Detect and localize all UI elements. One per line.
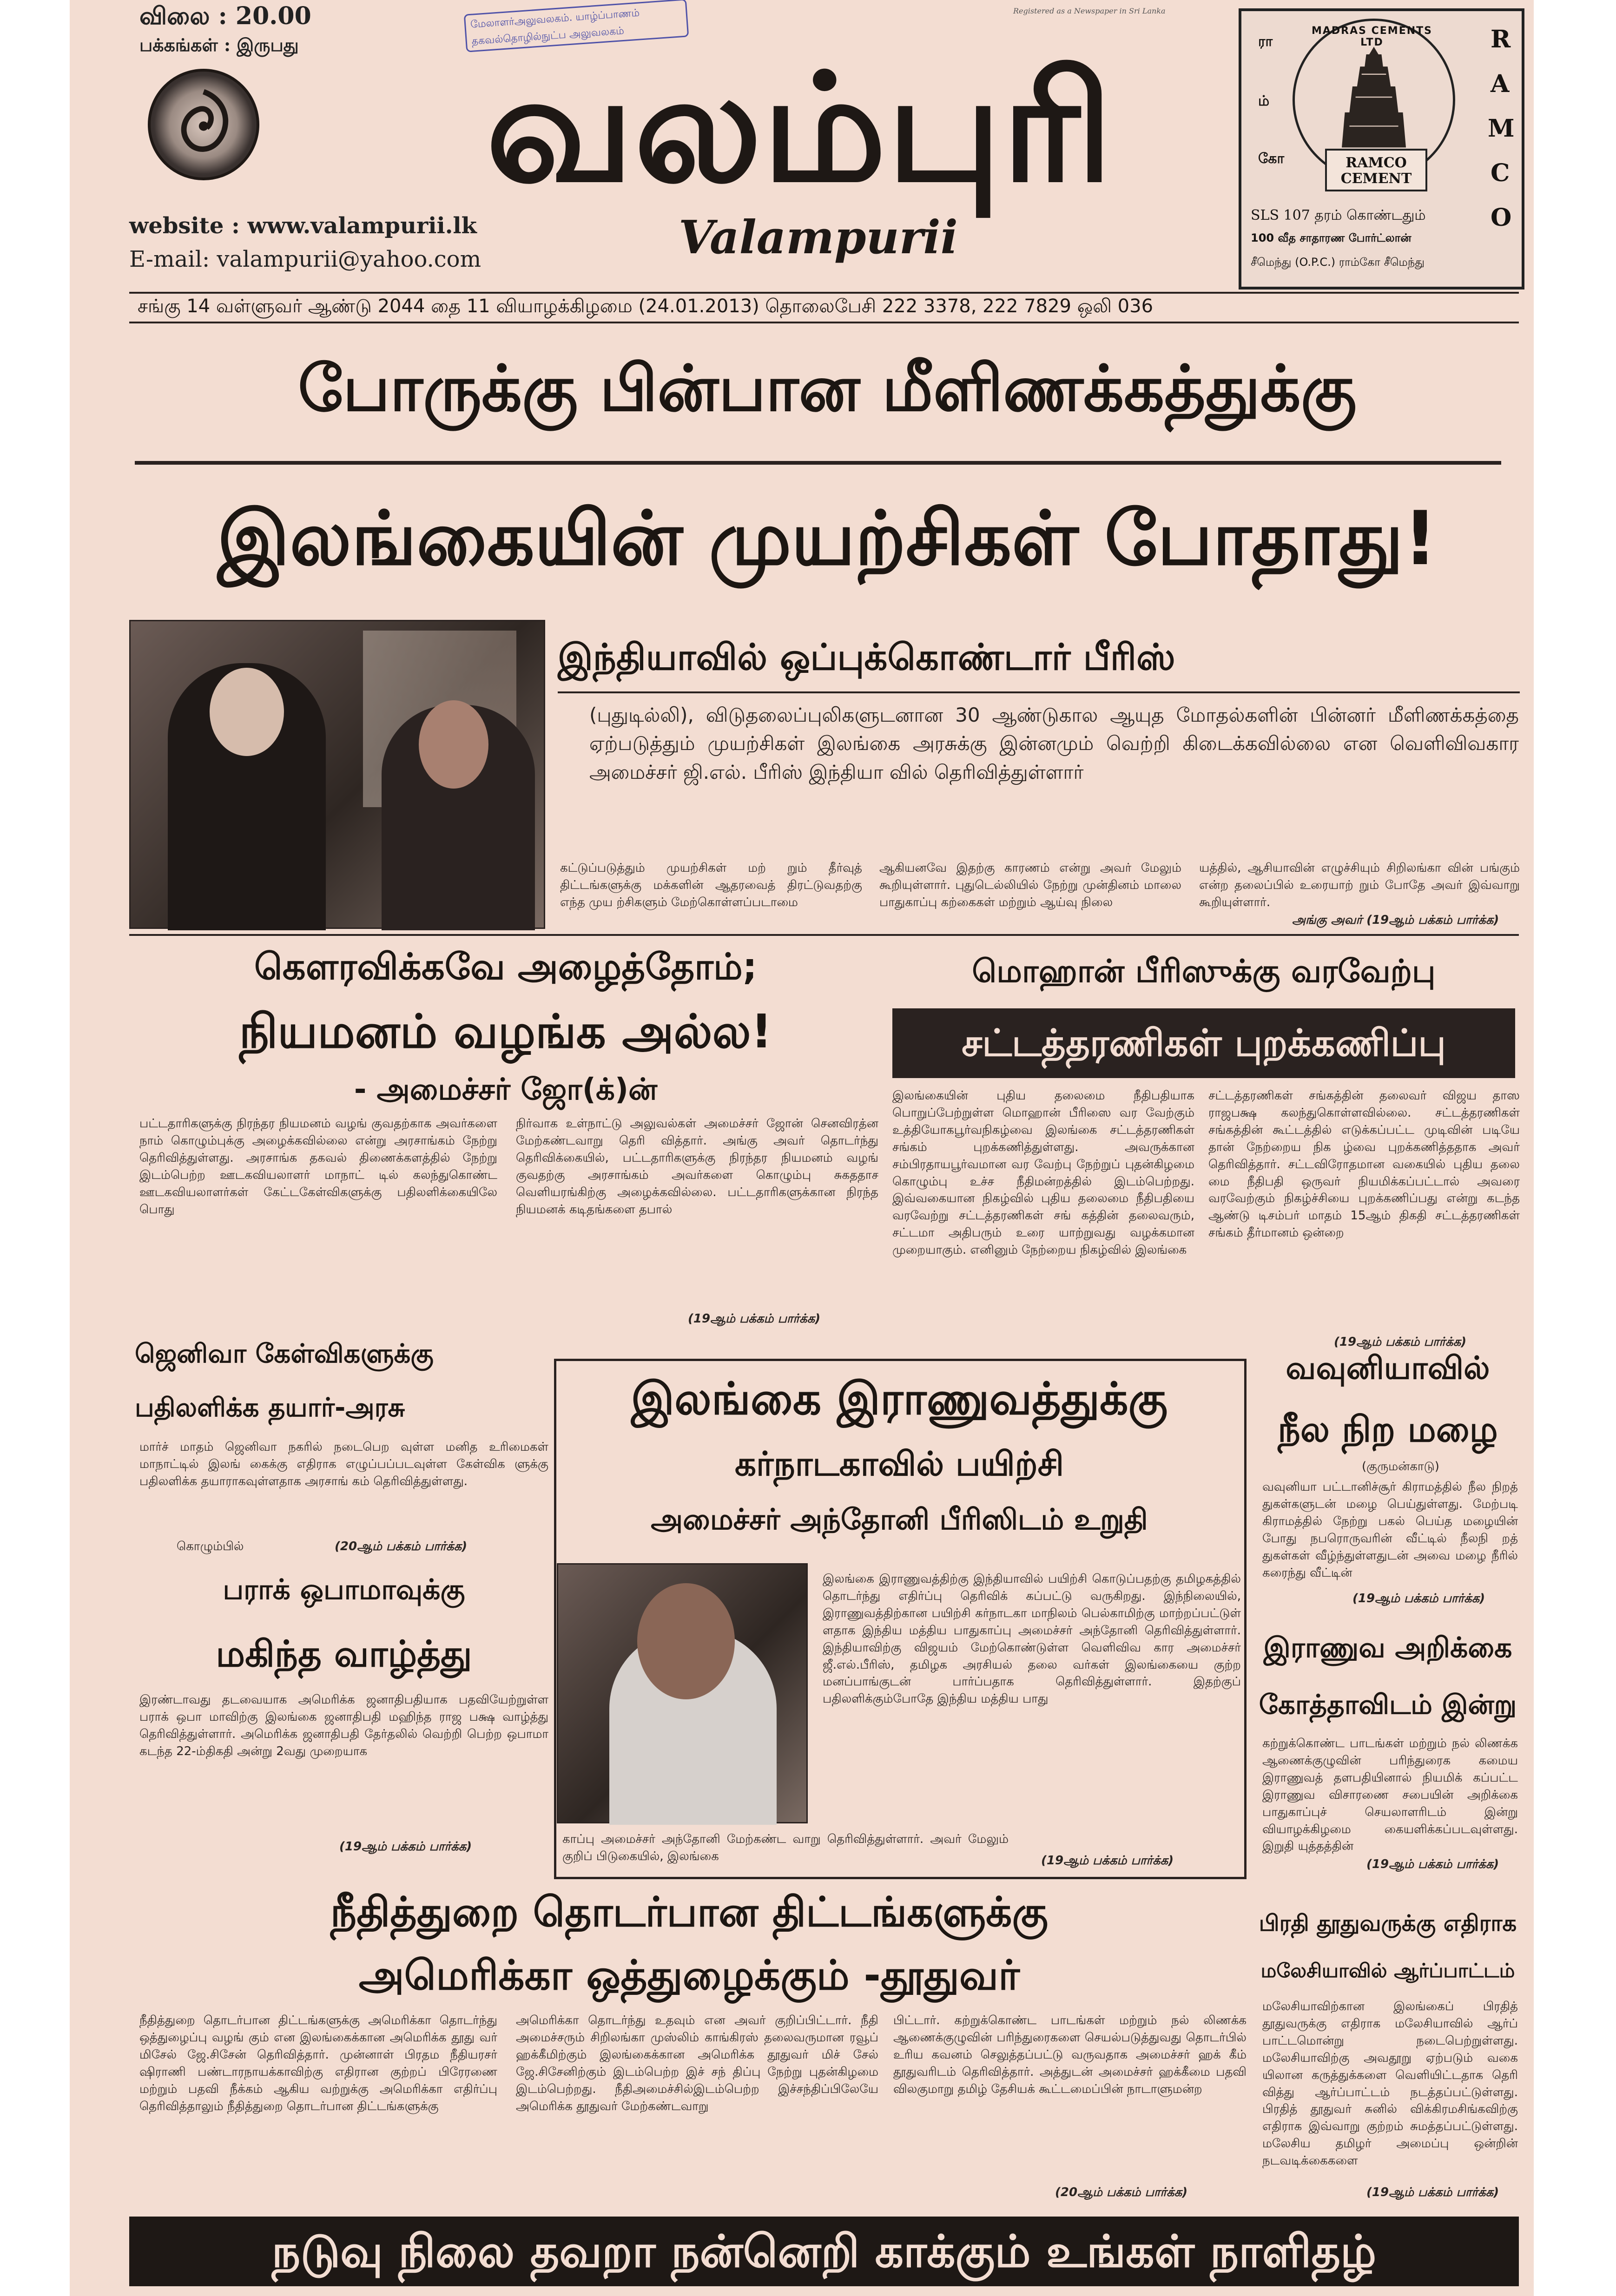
minister-antony-face	[637, 1583, 735, 1699]
report-continued: (19ஆம் பக்கம் பார்க்க)	[1366, 1857, 1499, 1871]
malaysia-continued: (19ஆம் பக்கம் பார்க்க)	[1366, 2185, 1499, 2199]
stamp-line-1: மேலாளர்அலுவலகம். யாழ்ப்பாணம்	[470, 7, 640, 31]
john-continued: (19ஆம் பக்கம் பார்க்க)	[688, 1312, 821, 1326]
date-line-bottom-rule	[129, 322, 1519, 323]
john-headline-2: நியமனம் வழங்க அல்ல!	[239, 1004, 772, 1059]
ramco-badge	[1325, 149, 1427, 191]
army-headline-3: அமைச்சர் அந்தோனி பீரிஸிடம் உறுதி	[651, 1502, 1148, 1536]
person-right-face	[419, 700, 488, 789]
justice-col-3: பிட்டார். கற்றுக்கொண்ட பாடங்கள் மற்றும் நல் லிணக்க ஆணைக்குழுவின் பரிந்துரைகளை செயல்படுத்துவது தொடர்பில் உரிய கவனம் செலுத்தப்பட்டு வருவதாக அமைச்சர் ஹக் கீம் தூதுவரிடம் தெரிவித்தார். அத்துடன் அமைச்சர் ஹக்கீமை பதவி விலகுமாறு தமிழ் தேசியக் கூட்டமைப்பின் நாடாளுமன்ற	[893, 2013, 1247, 2096]
ministers-handshake-photo	[129, 620, 545, 929]
john-col-1: பட்டதாரிகளுக்கு நிரந்தர நியமனம் வழங் குவதற்காக அவர்களை நாம் கொழும்புக்கு அழைக்கவில்லை என்று அரசாங்கம் நேற்று தெரிவித்துள்ளது. அரசாங்க தகவல் திணைக்களத்தில் நேற்று இடம்பெற்ற ஊடகவியலாளர் மாநாட் டில் கலந்துகொண்ட ஊடகவியலாளர்கள் கேட்டகேள்விகளுக்கு பதிலளிக்கையிலே பொது	[139, 1117, 497, 1217]
geneva-body: மார்ச் மாதம் ஜெனிவா நகரில் நடைபெற வுள்ள மனித உரிமைகள் மாநாட்டில் இலங் கைக்கு எதிராக எழுப்பப்படவுள்ள கேள்விக ளுக்கு பதிலளிக்க தயாராகவுள்ளதாக அரசாங் கம் தெரிவித்துள்ளது.	[139, 1440, 548, 1488]
ad-letter: M	[1488, 114, 1515, 143]
justice-col-1: நீதித்துறை தொடர்பான திட்டங்களுக்கு அமெரிக்கா தொடர்ந்து ஒத்துழைப்பு வழங் கும் என இலங்கைக்கான அமெரிக்க தூது வர் மிசேல் ஜே.சிசேன் தெரிவித்தார். முன்னாள் பிரதம நீதியரசர் ஷிராணி பண்டாரநாயக்காவிற்கு எதிரான குற்றப் பிரேரணை மற்றும் பதவி நீக்கம் ஆகிய வற்றுக்கு அமெரிக்கா எதிர்ப்பு தெரிவித்தாலும் நீதித்துறை தொடர்பான திட்டங்களுக்கு	[139, 2013, 497, 2113]
headline-rule	[135, 461, 1501, 465]
ramco-advertisement	[1239, 8, 1524, 289]
mohan-headline: மொஹான் பீரிஸுக்கு வரவேற்பு	[972, 953, 1436, 990]
army-body-bottom: காப்பு அமைச்சர் அந்தோனி மேற்கண்ட வாறு தெரிவித்துள்ளார். அவர் மேலும் குறிப் பிடுகையில், இலங்கை	[562, 1832, 1009, 1863]
date-line-top-rule	[129, 292, 1519, 294]
ad-ring-text: MADRAS CEMENTS LTD	[1311, 25, 1432, 48]
geneva-headline-1: ஜெனிவா கேள்விகளுக்கு	[135, 1339, 434, 1369]
masthead-title: வலம்புரி	[486, 42, 1113, 215]
minister-antony-photo	[557, 1563, 808, 1823]
date-line: சங்கு 14 வள்ளுவர் ஆண்டு 2044 தை 11 வியாழக்கிழமை (24.01.2013) தொலைபேசி 222 3378, 222 7829 ஒலி 036	[138, 296, 1154, 317]
justice-headline-1: நீதித்துறை தொடர்பான திட்டங்களுக்கு	[330, 1888, 1049, 1936]
army-headline-1: இலங்கை இராணுவத்துக்கு	[631, 1373, 1168, 1425]
temple-tower-icon	[1334, 44, 1413, 151]
footer-slogan: நடுவு நிலை தவறா நன்னெறி காக்கும் உங்கள் நாளிதழ்	[271, 2225, 1377, 2277]
email[interactable]: E-mail: valampurii@yahoo.com	[129, 246, 482, 272]
mohan-continued: (19ஆம் பக்கம் பார்க்க)	[1334, 1335, 1467, 1349]
mohan-subhead-box	[892, 1008, 1515, 1078]
footer-band	[129, 2217, 1519, 2286]
ad-tamil-letter: ம்	[1258, 93, 1270, 109]
obama-body: இரண்டாவது தடவையாக அமெரிக்க ஜனாதிபதியாக பதவியேற்றுள்ள பராக் ஒபா மாவிற்கு இலங்கை ஜனாதிபதி மஹிந்த ராஜ பக்ஷ வாழ்த்து தெரிவித்துள்ளார். அமெரிக்க ஜனாதிபதி தேர்தலில் வெற்றி பெற்ற ஒபாமா கடந்த 22-ம்திகதி அன்று 2வது முறையாக	[139, 1693, 548, 1758]
subhead-rule	[558, 691, 1520, 693]
main-col-2: ஆகியனவே இதற்கு காரணம் என்று அவர் மேலும் கூறியுள்ளார். புதுடெல்லியில் நேற்று முன்தினம் மாலை பாதுகாப்பு கற்கைகள் மற்றும் ஆய்வு நிலை	[879, 861, 1181, 909]
vavuniya-body: வவுனியா பட்டானிச்சூர் கிராமத்தில் நீல நிறத் துகள்களுடன் மழை பெய்துள்ளது. மேற்படி கிராமத்தில் நேற்று பகல் பெய்த மழையின் போது நபரொருவரின் வீட்டில் நீலநி றத் துகள்கள் வீழ்ந்துள்ளதுடன் அவை மழை நீரில் கரைந்து வீட்டின்	[1262, 1480, 1518, 1580]
report-body: கற்றுக்கொண்ட பாடங்கள் மற்றும் நல் லிணக்க ஆணைக்குழுவின் பரிந்துரைக கமைய இராணுவத் தளபதியினால் நியமிக் கப்பட்ட இராணுவ விசாரணை சபையின் அறிக்கை பாதுகாப்புச் செயலாளரிடம் இன்று வியாழக்கிழமை கையளிக்கப்படவுள்ளது. இறுதி யுத்தத்தின்	[1262, 1737, 1518, 1854]
ramco-badge-text: RAMCO CEMENT	[1340, 155, 1412, 187]
john-headline-1: கௌரவிக்கவே அழைத்தோம்;	[254, 946, 757, 988]
registered-note: Registered as a Newspaper in Sri Lanka	[1013, 7, 1166, 15]
malaysia-headline-1: பிரதி தூதுவருக்கு எதிராக	[1259, 1910, 1517, 1936]
john-col-2: நிர்வாக உள்நாட்டு அலுவல்கள் அமைச்சர் ஜோன் செனவிரத்ன மேற்கண்டவாறு தெரி வித்தார். அங்கு அவர் தொடர்ந்து தெரிவிக்கையில், பட்டதாரிகளுக்கு நிரந்தர நியமனம் வழங் குவதற்கு அரசாங்கம் அவர்களை கொழும்பு சுகததாச வெளியரங்கிற்கு அழைக்கவில்லை. பட்டதாரிகளுக்கான நிரந்த நியமனக் கடிதங்களை தபால்	[516, 1117, 878, 1217]
person-left-face	[210, 668, 284, 756]
main-continued: அங்கு அவர் (19ஆம் பக்கம் பார்க்க)	[1292, 913, 1499, 927]
main-subhead: இந்தியாவில் ஒப்புக்கொண்டார் பீரிஸ்	[558, 637, 1175, 678]
website[interactable]: website : www.valampurii.lk	[129, 213, 477, 239]
vavuniya-headline-2: நீல நிற மழை	[1278, 1408, 1498, 1450]
main-lead: (புதுடில்லி), விடுதலைப்புலிகளுடனான 30 ஆண்டுகால ஆயுத மோதல்களின் பின்னர் மீளிணக்கத்தை ஏற்படுத்தும் முயற்சிகள் இலங்கை அரசுக்கு இன்னமும் வெற்றி கிடைக்கவில்லை என வெளிவிவகார அமைச்சர் ஜி.எல். பீரிஸ் இந்தியா வில் தெரிவித்துள்ளார்	[589, 704, 1519, 783]
newspaper-page	[70, 0, 1534, 2296]
ad-line-1: SLS 107 தரம் கொண்டதும்	[1251, 207, 1426, 224]
stamp-line-2: தகவல்தொழில்நுட்ப அலுவலகம்	[471, 25, 625, 47]
obama-headline-2: மகிந்த வாழ்த்து	[216, 1633, 472, 1675]
price: விலை : 20.00	[139, 2, 311, 30]
vavuniya-continued: (19ஆம் பக்கம் பார்க்க)	[1352, 1592, 1485, 1605]
main-headline-line-1: போருக்கு பின்பான மீளிணக்கத்துக்கு	[298, 352, 1357, 426]
army-continued: (19ஆம் பக்கம் பார்க்க)	[1041, 1854, 1174, 1868]
report-headline-1: இராணுவ அறிக்கை	[1263, 1632, 1512, 1664]
ad-letter: R	[1491, 25, 1511, 53]
mohan-subhead: சட்டத்தரணிகள் புறக்கணிப்பு	[962, 1021, 1446, 1065]
vavuniya-place: (குருமன்காடு)	[1362, 1460, 1439, 1474]
conch-icon	[165, 86, 243, 164]
geneva-headline-2: பதிலளிக்க தயார்-அரசு	[135, 1393, 405, 1423]
ad-letter: C	[1491, 159, 1510, 187]
malaysia-headline-2: மலேசியாவில் ஆர்ப்பாட்டம்	[1260, 1959, 1515, 1982]
main-headline-line-2: இலங்கையின் முயற்சிகள் போதாது!	[217, 495, 1438, 582]
ad-letter: A	[1491, 70, 1510, 98]
obama-headline-1: பராக் ஒபாமாவுக்கு	[223, 1573, 465, 1606]
justice-col-2: அமெரிக்கா தொடர்ந்து உதவும் என அவர் குறிப்பிட்டார். நீதி அமைச்சரும் சிறிலங்கா முஸ்லிம் காங்கிரஸ் தலைவருமான ரவூப் ஹக்கீமிற்கும் இலங்கைக்கான அமெரிக்க தூதுவர் மிச் சேல் ஜே.சிசேனிற்கும் இடம்பெற்ற இச் சந் திப்பு நேற்று புதன்கிழமை இடம்பெற்றது. நீதிஅமைச்சில்இடம்பெற்ற இச்சந்திப்பிலேயே அமெரிக்க தூதுவர் மேற்கண்டவாறு	[516, 2013, 878, 2113]
army-body: இலங்கை இராணுவத்திற்கு இந்தியாவில் பயிற்சி கொடுப்பதற்கு தமிழகத்தில் தொடர்ந்து எதிர்ப்பு தெரிவிக் கப்பட்டு வருகிறது. இந்நிலையில், இராணுவத்திற்கான பயிற்சி கர்நாடகா மாநிலம் பெல்காமிற்கு மாற்றப்பட்டுள் ளதாக இந்திய மத்திய பாதுகாப்பு அமைச்சர் அந்தோனி தெரிவித்துள்ளார். இந்தியாவிற்கு விஜயம் மேற்கொண்டுள்ள வெளிவிவ கார அமைச்சர் ஜீ.எல்.பீரிஸ், தமிழக அரசியல் தலை வர்கள் இலங்கையை குற்ற மனப்பாங்குடன் பார்ப்பதாக தெரிவித்துள்ளார். இதற்குப் பதிலளிக்கும்போதே இந்திய மத்திய பாது	[823, 1572, 1241, 1706]
malaysia-body: மலேசியாவிற்கான இலங்கைப் பிரதித் தூதுவருக்கு எதிராக மலேசியாவில் ஆர்ப் பாட்டமொன்று நடைபெற்றுள்ளது. மலேசியாவிற்கு அவதூறு ஏற்படும் வகை யிலான கருத்துக்களை வெளியிட்டதாக தெரி வித்து ஆர்ப்பாட்டம் நடத்தப்பட்டுள்ளது. பிரதித் தூதுவர் சுனில் விக்கிரமசிங்கவிற்கு எதிராக இவ்வாறு குற்றம் சுமத்தப்பட்டுள்ளது. மலேசிய தமிழர் அமைப்பு ஒன்றின் நடவடிக்கைகளை	[1262, 2000, 1518, 2168]
mohan-col-1: இலங்கையின் புதிய தலைமை நீதிபதியாக பொறுப்பேற்றுள்ள மொஹான் பீரிஸை வர வேற்கும் உத்தியோகபூர்வநிகழ்வை இலங்கை சட்டத்தரணிகள் சங்கம் புறக்கணித்துள்ளது. அவருக்கான சம்பிரதாயபூர்வமான வர வேற்பு நேற்றுப் புதன்கிழமை கொழும்பு உச்ச நீதிமன்றத்தில் இடம்பெற்றது. இவ்வகையான நிகழ்வில் புதிய தலைமை நீதிபதியை வரவேற்று சட்டத்தரணிகள் சங் கத்தின் தலைவரும், சட்டமா அதிபரும் உரை யாற்றுவது வழக்கமான முறையாகும். எனினும் நேற்றைய நிகழ்வில் இலங்கை	[892, 1089, 1194, 1257]
main-story-rule	[129, 934, 1519, 936]
ad-tamil-letter: கோ	[1258, 151, 1285, 167]
army-headline-2: கர்நாடகாவில் பயிற்சி	[734, 1444, 1064, 1483]
masthead-latin: Valampurii	[679, 211, 958, 264]
john-byline: - அமைச்சர் ஜோ(க்)ன்	[354, 1072, 658, 1107]
ad-letter: O	[1491, 204, 1512, 232]
ad-line-3: சீமெந்து (O.P.C.) ராம்கோ சீமெந்து	[1251, 256, 1425, 269]
vavuniya-headline-1: வவுனியாவில்	[1286, 1350, 1490, 1387]
main-col-1: கட்டுப்படுத்தும் முயற்சிகள் மற் றும் தீர்வுத் திட்டங்களுக்கு மக்களின் ஆதரவைத் திரட்டுவதற்கு எந்த முய ற்சிகளும் மேற்கொள்ளப்படாமை	[560, 861, 862, 909]
page-count: பக்கங்கள் : இருபது	[139, 34, 299, 55]
justice-continued: (20ஆம் பக்கம் பார்க்க)	[1055, 2185, 1188, 2199]
mohan-col-2: சட்டத்தரணிகள் சங்கத்தின் தலைவர் விஜய தாஸ ராஜபக்ஷ கலந்துகொள்ளவில்லை. சட்டத்தரணிகள் சங்கத்தின் கூட்டத்தில் எடுக்கப்பட்ட முடிவின் படியே தான் நேற்றைய நிக ழ்வை புறக்கணித்ததாக அவர் தெரிவித்தார். சட்டவிரோதமான வகையில் புதிய தலை மை நீதிபதி ஒருவர் நியமிக்கப்பட்டால் அவரை வரவேற்கும் நிகழ்ச்சியை புறக்கணிப்பது என்று கடந்த ஆண்டு டிசம்பர் மாதம் 15ஆம் திகதி சட்டத்தரணிகள் சங்கம் தீர்மானம் ஒன்றை	[1208, 1089, 1520, 1240]
report-headline-2: கோத்தாவிடம் இன்று	[1259, 1689, 1517, 1720]
justice-headline-2: அமெரிக்கா ஒத்துழைக்கும் -தூதுவர்	[358, 1951, 1020, 1999]
geneva-continued-lead: கொழும்பில்	[177, 1539, 244, 1553]
conch-emblem	[148, 69, 259, 180]
geneva-continued: (20ஆம் பக்கம் பார்க்க)	[335, 1539, 468, 1553]
ad-line-2: 100 வீத சாதாரண போர்ட்லான்	[1251, 231, 1412, 244]
ad-tamil-letter: ரா	[1258, 33, 1273, 50]
obama-continued: (19ஆம் பக்கம் பார்க்க)	[339, 1840, 472, 1854]
main-col-3: யத்தில், ஆசியாவின் எழுச்சியும் சிறிலங்கா வின் பங்கும் என்ற தலைப்பில் உரையாற் றும் போதே அவர் இவ்வாறு கூறியுள்ளார்.	[1199, 861, 1520, 909]
